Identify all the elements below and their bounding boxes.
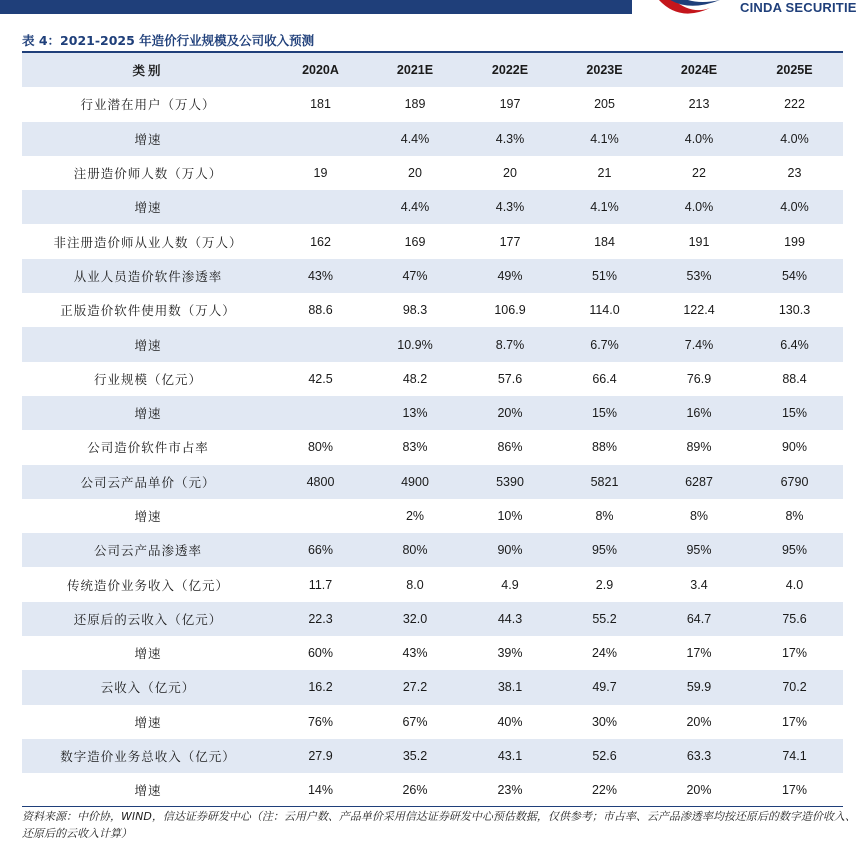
column-header: 2023E	[586, 63, 623, 78]
table-body	[22, 87, 843, 807]
table-cell: 4800	[306, 474, 335, 489]
table-row	[22, 773, 843, 807]
table-row	[22, 156, 843, 190]
table-cell: 14%	[307, 783, 334, 798]
source-note: 资料来源：中价协，WIND，信达证券研发中心（注：云用户数、产品单价采用信达证券研发中心预估数据，仅供参考；市占率、云产品渗透率均按还原后的数字造价收入、还原后的云收入计算）	[22, 810, 856, 840]
table-cell: 80%	[402, 543, 428, 558]
table-cell: 191	[688, 234, 710, 249]
table-cell: 17%	[781, 646, 808, 661]
table-cell: 88.4	[782, 371, 807, 386]
row-label: 非注册造价师从业人数（万人）	[53, 234, 243, 250]
table-cell: 4.0%	[684, 200, 714, 215]
table-cell	[274, 327, 367, 361]
row-label: 从业人员造价软件渗透率	[73, 268, 223, 284]
table-cell: 4.9	[501, 577, 519, 592]
table-cell: 4.1%	[590, 131, 619, 146]
table-cell: 20%	[686, 783, 712, 798]
table-cell: 44.3	[497, 611, 523, 626]
table-cell: 17%	[686, 646, 712, 661]
table-cell: 17%	[781, 783, 808, 798]
table-row	[22, 327, 843, 361]
table-cell: 162	[310, 234, 331, 249]
table-cell: 4.0%	[780, 200, 809, 215]
table-title: 表 4：2021-2025 年造价行业规模及公司收入预测	[22, 33, 315, 48]
table-cell: 106.9	[494, 303, 526, 318]
table-cell: 4.3%	[495, 131, 525, 146]
table-cell: 53%	[686, 268, 712, 283]
table-cell: 16%	[686, 406, 712, 421]
table-cell: 4.4%	[400, 131, 430, 146]
row-label: 公司云产品单价（元）	[80, 474, 216, 490]
table-cell	[274, 396, 367, 430]
table-row	[22, 293, 843, 327]
table-cell: 98.3	[402, 303, 428, 318]
table-header-row	[22, 53, 843, 87]
table-cell: 3.4	[690, 577, 708, 592]
column-header: 类别	[132, 63, 164, 79]
table-row	[22, 602, 843, 636]
table-cell: 49.7	[592, 680, 617, 695]
cinda-logo-icon	[648, 0, 728, 20]
table-cell: 130.3	[778, 303, 811, 318]
table-cell: 4.1%	[590, 200, 619, 215]
table-cell: 21	[597, 166, 612, 181]
table-cell: 6.4%	[780, 337, 809, 352]
table-row	[22, 499, 843, 533]
header-band	[0, 0, 632, 14]
table-cell: 15%	[591, 406, 618, 421]
table-cell: 70.2	[782, 680, 807, 695]
table-cell: 39%	[497, 646, 523, 661]
table-row	[22, 636, 843, 670]
row-label: 增速	[134, 337, 162, 353]
table-cell: 59.9	[686, 680, 712, 695]
table-cell: 49%	[497, 268, 523, 283]
table-cell: 42.5	[308, 371, 333, 386]
table-cell: 13%	[402, 406, 428, 421]
table-cell: 57.6	[497, 371, 523, 386]
table-cell: 16.2	[308, 680, 333, 695]
table-cell: 55.2	[592, 611, 617, 626]
table-row	[22, 567, 843, 601]
table-cell: 23%	[497, 783, 523, 798]
table-cell: 20	[408, 166, 422, 181]
table-cell: 19	[313, 166, 328, 181]
row-label: 增速	[134, 509, 162, 524]
table-cell: 83%	[402, 440, 428, 455]
table-cell: 4.0%	[780, 131, 809, 146]
table-cell: 90%	[781, 440, 808, 455]
table-cell: 95%	[591, 543, 618, 558]
row-label: 还原后的云收入（亿元）	[73, 611, 223, 627]
column-header: 2021E	[396, 63, 434, 78]
table-row	[22, 465, 843, 499]
table-cell: 20%	[686, 714, 712, 729]
table-cell: 15%	[781, 406, 808, 421]
table-cell: 60%	[307, 646, 334, 661]
table-cell: 177	[499, 234, 521, 249]
column-header: 2020A	[302, 63, 339, 78]
table-cell: 5821	[590, 474, 619, 489]
table-cell: 8.0	[406, 577, 424, 592]
column-header: 2022E	[491, 63, 529, 78]
table-cell: 43.1	[497, 749, 523, 764]
row-label: 公司云产品渗透率	[93, 543, 202, 559]
table-cell: 6.7%	[590, 337, 619, 352]
row-label: 行业潜在用户（万人）	[80, 97, 216, 113]
table-cell: 32.0	[402, 611, 428, 626]
table-cell: 8%	[689, 509, 709, 523]
table-row	[22, 396, 843, 430]
table-cell: 54%	[781, 268, 808, 283]
row-label: 增速	[134, 406, 162, 422]
table-cell: 63.3	[686, 749, 712, 764]
table-cell: 7.4%	[684, 337, 714, 352]
table-cell: 17%	[781, 714, 808, 729]
row-label: 增速	[134, 131, 162, 147]
table-cell: 74.1	[782, 749, 807, 764]
table-cell: 75.6	[782, 611, 807, 626]
row-label: 行业规模（亿元）	[93, 371, 202, 387]
table-cell: 8.7%	[495, 337, 525, 352]
table-cell: 35.2	[402, 749, 428, 764]
forecast-table	[22, 53, 843, 808]
table-cell	[274, 190, 367, 224]
table-cell: 199	[784, 234, 805, 249]
table-cell: 197	[499, 97, 521, 112]
row-label: 增速	[134, 646, 162, 662]
table-cell: 205	[594, 97, 615, 112]
table-cell: 6287	[685, 474, 713, 489]
table-cell: 90%	[497, 543, 523, 558]
table-row	[22, 430, 843, 464]
table-row	[22, 533, 843, 567]
column-header: 2025E	[776, 63, 813, 78]
table-cell: 66.4	[592, 371, 617, 386]
table-cell: 38.1	[497, 680, 523, 695]
row-label: 增速	[134, 200, 162, 216]
row-label: 传统造价业务收入（亿元）	[66, 577, 229, 593]
row-label: 增速	[134, 783, 162, 799]
table-cell: 89%	[686, 440, 712, 455]
table-cell: 22%	[591, 783, 618, 798]
table-cell: 52.6	[592, 749, 617, 764]
table-row	[22, 705, 843, 739]
table-cell	[274, 122, 367, 156]
table-cell: 10.9%	[397, 337, 433, 352]
table-cell: 5390	[496, 474, 524, 489]
table-row	[22, 362, 843, 396]
table-row	[22, 670, 843, 704]
table-cell: 8%	[785, 509, 804, 523]
table-cell: 10%	[497, 509, 523, 523]
table-cell: 213	[688, 97, 710, 112]
table-row	[22, 122, 843, 156]
table-row	[22, 87, 843, 121]
row-label: 正版造价软件使用数（万人）	[60, 303, 236, 319]
table-cell: 80%	[307, 440, 334, 455]
table-cell: 11.7	[308, 577, 333, 592]
table-cell: 64.7	[686, 611, 712, 626]
table-cell: 30%	[591, 714, 618, 729]
table-cell: 95%	[781, 543, 808, 558]
table-cell: 47%	[402, 268, 428, 283]
table-cell: 76%	[307, 714, 334, 729]
table-cell: 222	[784, 97, 805, 112]
table-cell: 76.9	[686, 371, 712, 386]
table-cell: 40%	[497, 714, 523, 729]
table-cell: 181	[310, 97, 331, 112]
table-cell: 20	[503, 166, 517, 181]
table-cell: 86%	[497, 440, 523, 455]
table-cell: 4.0%	[684, 131, 714, 146]
row-label: 数字造价业务总收入（亿元）	[60, 749, 236, 765]
table-cell: 4.3%	[495, 200, 525, 215]
table-cell: 4.4%	[400, 200, 430, 215]
table-cell: 67%	[402, 714, 428, 729]
table-cell: 8%	[595, 509, 614, 523]
table-cell: 95%	[686, 543, 712, 558]
table-cell: 6790	[780, 474, 809, 489]
table-cell: 27.2	[402, 680, 428, 695]
table-cell: 20%	[497, 406, 523, 421]
table-cell: 22.3	[308, 611, 333, 626]
brand-name: CINDA SECURITIE	[740, 0, 857, 15]
table-cell: 23	[787, 166, 802, 181]
table-cell	[274, 499, 367, 533]
table-cell: 189	[404, 97, 426, 112]
table-cell: 169	[404, 234, 426, 249]
table-cell: 2%	[405, 509, 425, 523]
table-row	[22, 259, 843, 293]
table-cell: 26%	[402, 783, 428, 798]
table-cell: 43%	[402, 646, 428, 661]
bottom-divider	[22, 806, 843, 807]
table-cell: 4900	[401, 474, 429, 489]
table-row	[22, 224, 843, 258]
table-cell: 22	[692, 166, 706, 181]
table-cell: 88.6	[308, 303, 333, 318]
table-row	[22, 739, 843, 773]
table-row	[22, 190, 843, 224]
row-label: 公司造价软件市占率	[87, 440, 209, 456]
row-label: 增速	[134, 714, 162, 730]
table-cell: 2.9	[595, 577, 614, 592]
table-cell: 43%	[307, 268, 334, 283]
table-cell: 27.9	[308, 749, 333, 764]
row-label: 云收入（亿元）	[100, 680, 196, 696]
table-cell: 48.2	[402, 371, 428, 386]
table-cell: 4.0	[785, 577, 804, 592]
column-header: 2024E	[680, 63, 718, 78]
table-cell: 122.4	[683, 303, 715, 318]
table-cell: 51%	[591, 268, 618, 283]
row-label: 注册造价师人数（万人）	[73, 166, 223, 182]
table-cell: 88%	[591, 440, 618, 455]
table-cell: 114.0	[589, 303, 620, 318]
table-cell: 24%	[591, 646, 618, 661]
table-cell: 66%	[307, 543, 334, 558]
table-cell: 184	[594, 234, 615, 249]
